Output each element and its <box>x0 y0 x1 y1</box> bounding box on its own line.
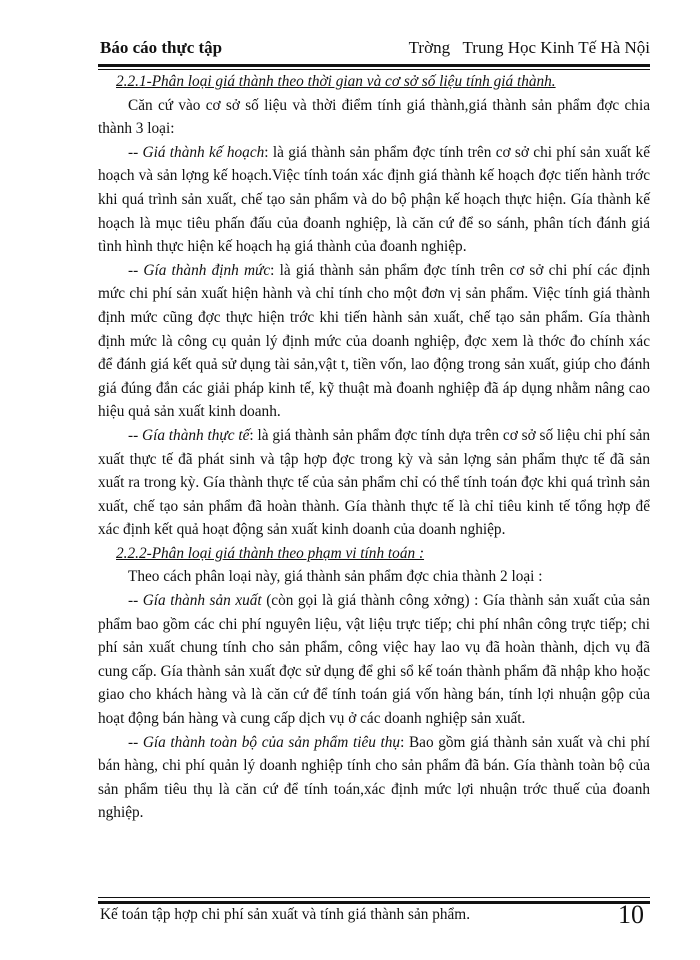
footer-rule-thin <box>98 897 650 898</box>
section-heading-2-2-1: 2.2.1-Phân loại giá thành theo thời gian và cơ sở số liệu tính giá thành. <box>116 73 556 90</box>
paragraph-gia-thanh-dinh-muc <box>98 259 650 424</box>
paragraph-gia-thanh-ke-hoach <box>98 141 650 259</box>
section-heading-2-2-2: 2.2.2-Phân loại giá thành theo phạm vi tính toán : <box>116 544 425 562</box>
item-dash: -- <box>128 592 143 610</box>
item-text: : là giá thành sản phẩm đợc tính trên cơ sở chi phí các định mức chi phí sản xuất hiện hành và chỉ tính cho một đơn vị sản phẩm. Việc tính giá thành định mức cũng đợc thực hiện trớc khi tiến hành sản xuất, chế tạo sản phẩm. Gía thành định mức là công cụ quản lý định mức của doanh nghiệp, đợc xem là thớc đo chính xác để đánh giá kết quả sử dụng tài sản,vật t, tiền vốn, lao động trong sản xuất, giúp cho đánh giá đúng đắn các giải pháp kinh tế, kỹ thuật mà đoanh nghiệp đã áp dụng nhằm nâng cao hiệu quả sản xuất kinh doanh. <box>98 261 651 421</box>
section-intro-2-2-2: Theo cách phân loại này, giá thành sản phẩm đợc chia thành 2 loại : <box>128 568 543 586</box>
term-gia-thanh-dinh-muc: Gía thành định mức <box>143 261 271 279</box>
item-dash: -- <box>128 143 143 161</box>
item-dash: -- <box>128 733 143 751</box>
paragraph-gia-thanh-toan-bo <box>98 731 650 825</box>
paragraph-gia-thanh-san-xuat <box>98 589 650 731</box>
header-rule-thick <box>98 64 650 67</box>
paragraph-gia-thanh-thuc-te <box>98 424 650 542</box>
term-gia-thanh-san-xuat: Gía thành sản xuất <box>142 592 262 610</box>
page-number: 10 <box>618 900 644 929</box>
header-school-name: Trờng Trung Học Kinh Tế Hà Nội <box>408 38 650 57</box>
page-header <box>98 38 650 64</box>
item-text: (còn gọi là giá thành công xởng) : Gía thành sản xuất của sản phẩm bao gồm các chi phí nguyên liệu, vật liệu trực tiếp; chi phí nhân công trực tiếp; chi phí sản xuất chung tính cho sản phẩm, công việc hay lao vụ đã hoàn thành, dịch vụ đã cung cấp. Gía thành sản xuất đợc sử dụng để ghi sổ kế toán thành phẩm đã nhập kho hoặc giao cho khách hàng và là căn cứ để tính toán giá vốn hàng bán, tính lợi nhuận gộp của hoạt động bán hàng và cung cấp dịch vụ ở các doanh nghiệp sản xuất. <box>98 592 650 728</box>
footer-rule-thick <box>98 901 650 904</box>
item-text: : là giá thành sản phẩm đợc tính trên cơ sở chi phí sản xuất kế hoạch và sản lợng kế hoạch.Việc tính toán xác định giá thành kế hoạch đợc tiến hành trớc khi quá trình sản xuất, chế tạo sản phẩm và do bộ phận kế hoạch thực hiện. Gía thành kế hoạch là mục tiêu phấn đấu của đoanh nghiệp, là căn cứ để so sánh, phân tích đánh giá tình hình thực hiện kế hoạch hạ giá thành của đoanh nghiệp. <box>98 143 650 256</box>
term-gia-thanh-toan-bo: Gía thành toàn bộ của sản phẩm tiêu thụ <box>142 733 401 751</box>
section-intro-2-2-1: Căn cứ vào cơ sở số liệu và thời điểm tính giá thành,giá thành sản phẩm đợc chia thành 3 loại: <box>98 96 650 138</box>
footer-title: Kế toán tập hợp chi phí sản xuất và tính giá thành sản phẩm. <box>100 906 471 923</box>
item-dash: -- <box>128 426 143 444</box>
header-report-title: Báo cáo thực tập <box>100 38 223 57</box>
term-gia-thanh-thuc-te: Gía thành thực tế <box>142 426 250 444</box>
document-body <box>98 70 650 825</box>
term-gia-thanh-ke-hoach: Giá thành kế hoạch <box>142 143 265 161</box>
item-text: : là giá thành sản phẩm đợc tính dựa trên cơ sở số liệu chi phí sản xuất thực tế đã phát sinh và tập hợp đợc trong kỳ và sản lợng sản phẩm thực tế đã sản xuất ra trong kỳ. Gía thành thực tế của sản phẩm chỉ có thể tính toán đợc khi quá trình sản xuất, chế tạo sản phẩm đã hoàn thành. Gía thành thực tế là chỉ tiêu kinh tế tổng hợp để xác định kết quả hoạt động sản xuất kinh doanh của doanh nghiệp. <box>98 426 651 539</box>
item-dash: -- <box>128 261 144 279</box>
item-text: : Bao gồm giá thành sản xuất và chi phí bán hàng, chi phí quản lý doanh nghiệp tính cho sản phẩm đã bán. Gía thành toàn bộ của sản phẩm tiêu thụ là căn cứ để tính toán,xác định mức lợi nhuận trớc thuế của đoanh nghiệp. <box>98 733 651 822</box>
